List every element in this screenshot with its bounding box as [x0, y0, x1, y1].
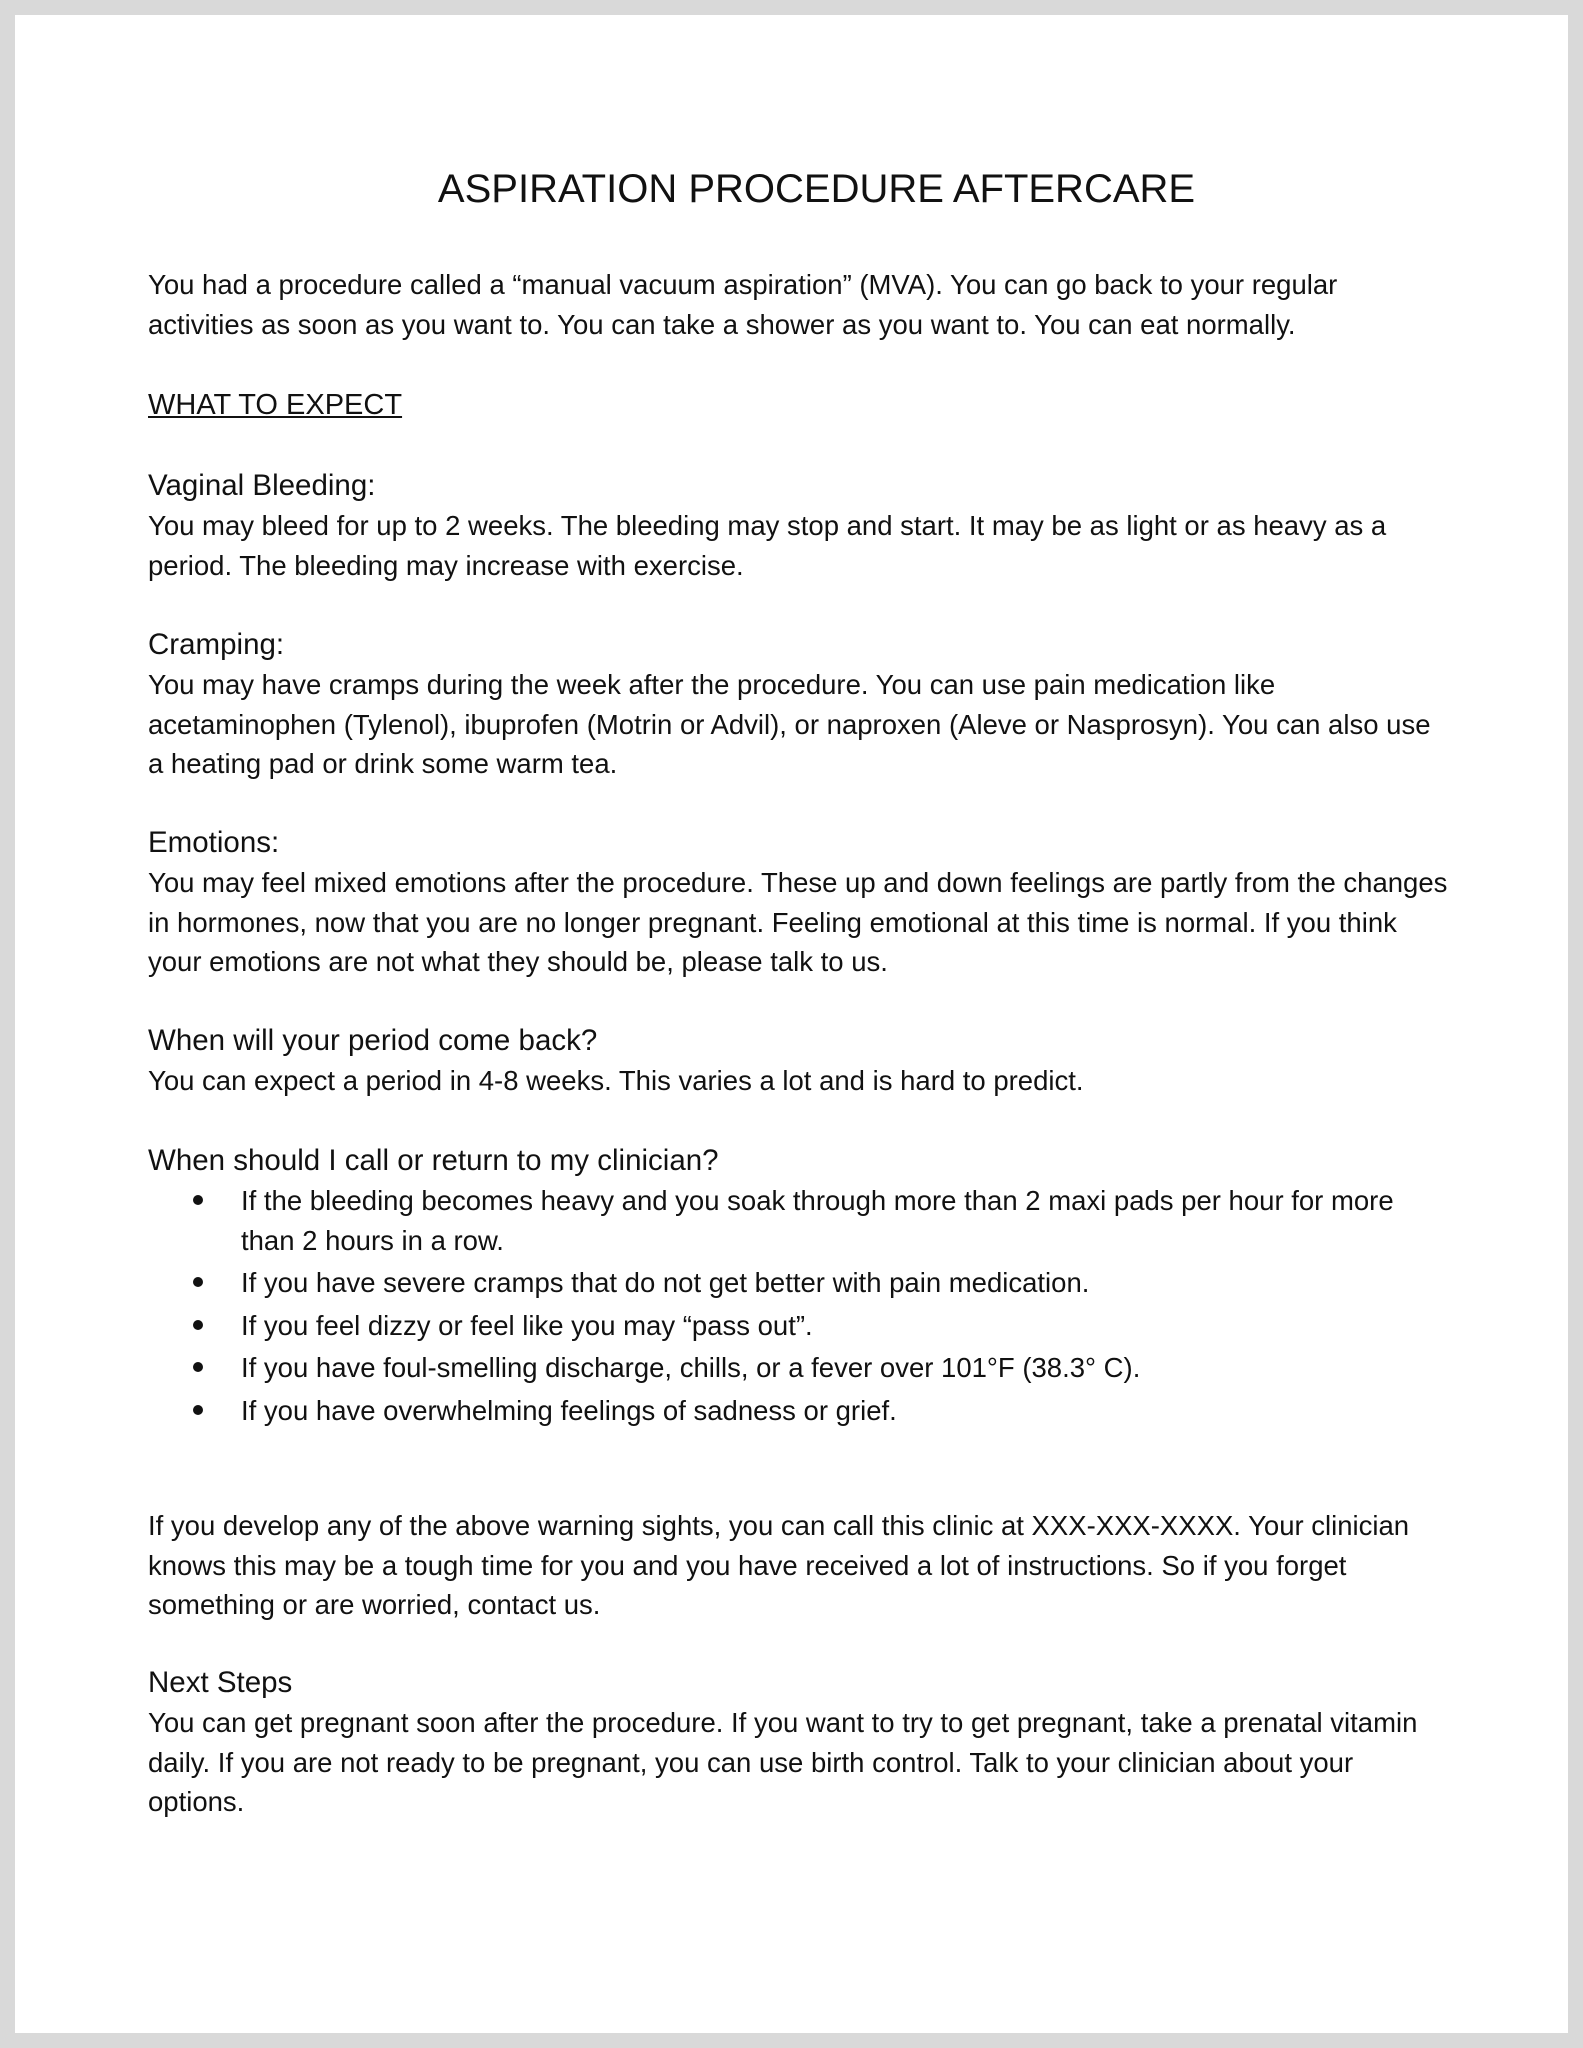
- period-paragraph: You can expect a period in 4-8 weeks. This varies a lot and is hard to predict.: [148, 1065, 1084, 1096]
- warning-signs-list: [148, 1181, 1448, 1430]
- list-item: [148, 1263, 1448, 1303]
- bullet-icon: [193, 1320, 203, 1330]
- list-item: [148, 1306, 1448, 1346]
- cramping-heading: Cramping:: [148, 628, 285, 661]
- list-item-text: If you have foul-smelling discharge, chills, or a fever over 101°F (38.3° C).: [241, 1352, 1141, 1383]
- list-item-text: If you have severe cramps that do not get better with pain medication.: [241, 1267, 1090, 1298]
- section-title: WHAT TO EXPECT: [148, 389, 403, 421]
- call-heading: When should I call or return to my clinician?: [148, 1144, 719, 1177]
- next-steps-heading: Next Steps: [148, 1666, 293, 1699]
- document-page: [15, 15, 1568, 2033]
- list-item-text: If you feel dizzy or feel like you may “pass out”.: [241, 1309, 813, 1341]
- contact-paragraph: If you develop any of the above warning sights, you can call this clinic at XXX-XXX-XXXX. Your clinician knows this may be a tough time for you and you have received a lot of instructions. So if you forget something or are worried, contact us.: [148, 1510, 1410, 1620]
- period-heading: When will your period come back?: [148, 1024, 598, 1057]
- list-item: [148, 1391, 1448, 1431]
- bullet-icon: [193, 1195, 203, 1205]
- page-title: ASPIRATION PROCEDURE AFTERCARE: [437, 167, 1196, 211]
- bullet-icon: [193, 1362, 203, 1372]
- intro-section: [148, 265, 1448, 344]
- list-item-text: If the bleeding becomes heavy and you soak through more than 2 maxi pads per hour for more than 2 hours in a row.: [241, 1185, 1394, 1256]
- bleeding-paragraph: You may bleed for up to 2 weeks. The bleeding may stop and start. It may be as light or as heavy as a period. The bleeding may increase with exercise.: [148, 510, 1387, 581]
- list-item: [148, 1181, 1448, 1260]
- what-to-expect-section: [148, 385, 1448, 425]
- period-section: [148, 1021, 1448, 1101]
- bleeding-section: [148, 466, 1448, 585]
- emotions-paragraph: You may feel mixed emotions after the procedure. These up and down feelings are partly from the changes in hormones, now that you are no longer pregnant. Feeling emotional at this time is normal. If you think your emotions are not what they should be, please talk to us.: [148, 867, 1448, 977]
- emotions-section: [148, 823, 1448, 982]
- contact-section: [148, 1506, 1448, 1625]
- cramping-section: [148, 625, 1448, 784]
- intro-paragraph: You had a procedure called a “manual vacuum aspiration” (MVA). You can go back to your regular activities as soon as you want to. You can take a shower as you want to. You can eat normally.: [148, 269, 1338, 340]
- next-steps-paragraph: You can get pregnant soon after the procedure. If you want to try to get pregnant, take a prenatal vitamin daily. If you are not ready to be pregnant, you can use birth control. Talk to your clinician about your options.: [148, 1707, 1418, 1817]
- next-steps-section: [148, 1663, 1448, 1822]
- cramping-paragraph: You may have cramps during the week after the procedure. You can use pain medication like acetaminophen (Tylenol), ibuprofen (Motrin or Advil), or naproxen (Aleve or Nasprosyn). You can also use a heating pad or drink some warm tea.: [148, 669, 1431, 779]
- list-item-text: If you have overwhelming feelings of sadness or grief.: [241, 1394, 897, 1426]
- list-item: [148, 1348, 1448, 1388]
- emotions-heading: Emotions:: [148, 826, 280, 859]
- call-section: [148, 1141, 1448, 1433]
- bullet-icon: [193, 1277, 203, 1287]
- bleeding-heading: Vaginal Bleeding:: [148, 469, 376, 502]
- bullet-icon: [193, 1405, 203, 1415]
